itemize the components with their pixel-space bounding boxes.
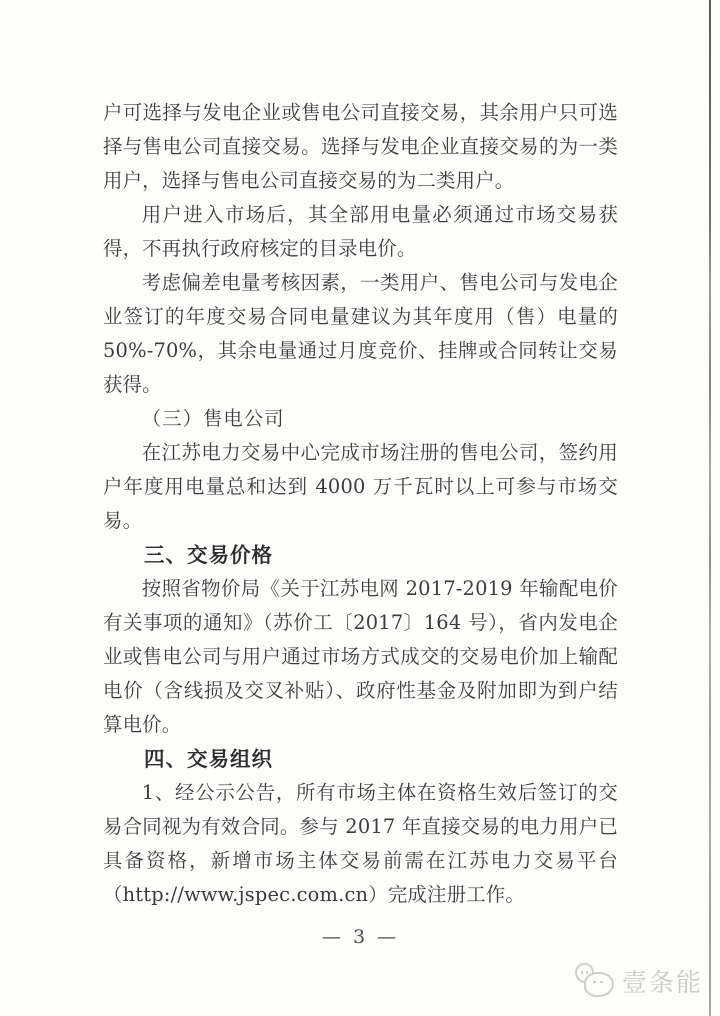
page-number: — 3 — <box>321 926 400 948</box>
paragraph: 按照省物价局《关于江苏电网 2017-2019 年输配电价有关事项的通知》（苏价工〔2017〕164 号），省内发电企业或售电公司与用户通过市场方式成交的交易电价加上输配电价（含线损及交叉补贴）、政府性基金及附加即为到户结算电价。 <box>103 577 618 736</box>
document-body <box>103 96 618 912</box>
paragraph: 1、经公示公告，所有市场主体在资格生效后签订的交易合同视为有效合同。参与 2017 年直接交易的电力用户已具备资格，新增市场主体交易前需在江苏电力交易平台（http://www.jspec.com.cn）完成注册工作。 <box>103 781 618 906</box>
paragraph: 在江苏电力交易中心完成市场注册的售电公司，签约用户年度用电量总和达到 4000 万千瓦时以上可参与市场交易。 <box>103 441 618 532</box>
paragraph: 考虑偏差电量考核因素，一类用户、售电公司与发电企业签订的年度交易合同电量建议为其年度用（售）电量的50%-70%，其余电量通过月度竞价、挂牌或合同转让交易获得。 <box>103 271 618 396</box>
watermark <box>575 963 703 999</box>
paragraph: 户可选择与发电企业或售电公司直接交易，其余用户只可选择与售电公司直接交易。选择与发电企业直接交易的为一类用户，选择与售电公司直接交易的为二类用户。 <box>103 101 618 192</box>
paragraph: 用户进入市场后，其全部用电量必须通过市场交易获得，不再执行政府核定的目录电价。 <box>103 203 618 260</box>
watermark-text: 壹条能 <box>621 968 703 997</box>
section-heading: 三、交易价格 <box>144 543 273 567</box>
scan-edge-line <box>709 0 711 1016</box>
watermark-logo-icon <box>575 963 617 999</box>
section-heading: 四、交易组织 <box>144 747 273 771</box>
sub-section-heading: （三）售电公司 <box>141 407 285 430</box>
